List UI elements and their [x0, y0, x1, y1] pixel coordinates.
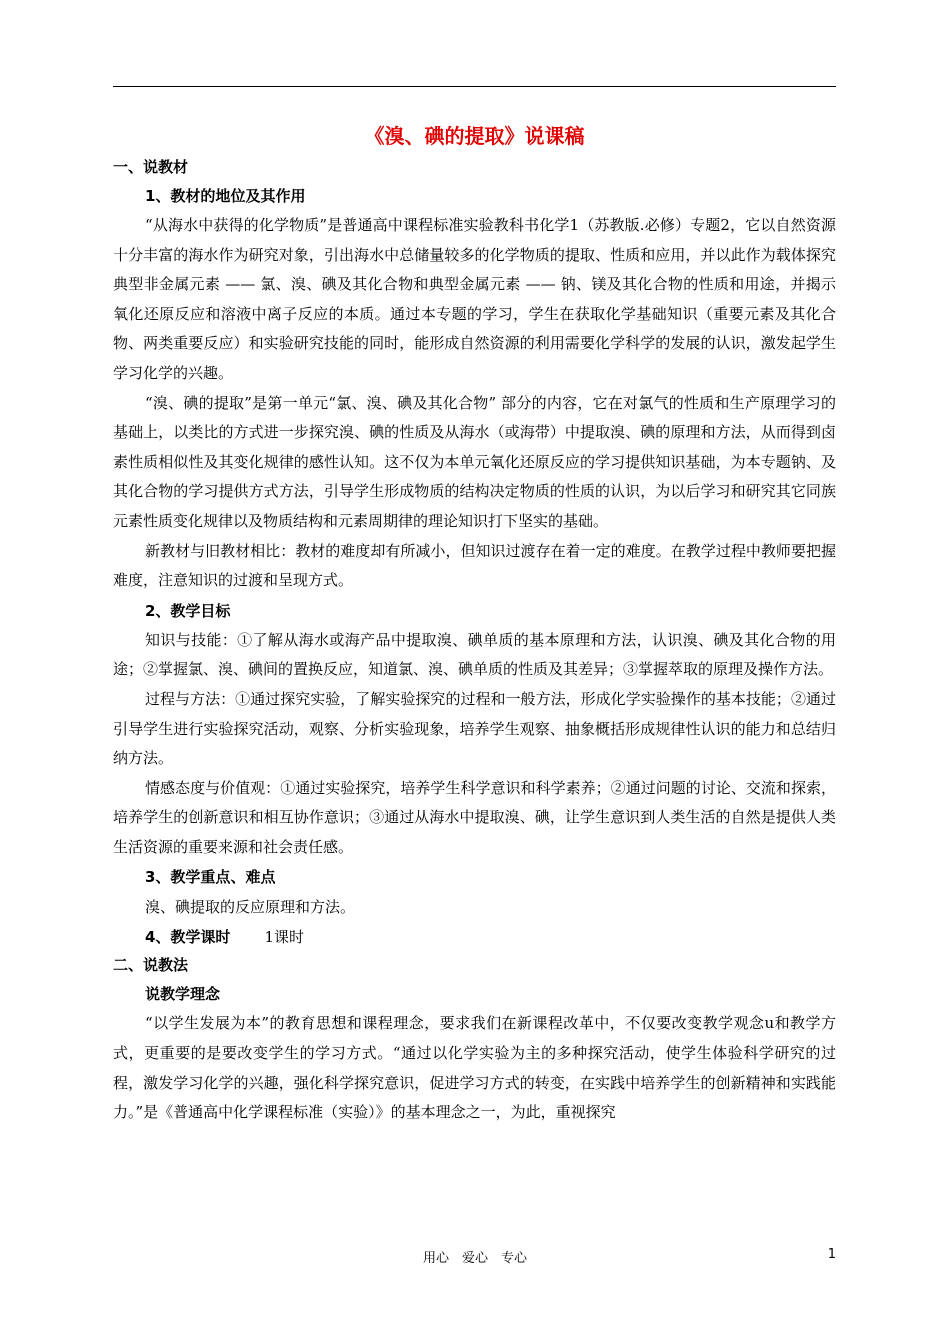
subsection-heading-1-4 — [113, 922, 836, 952]
paragraph-6: 情感态度与价值观：①通过实验探究，培养学生科学意识和科学素养；②通过问题的讨论、交流和探索，培养学生的创新意识和相互协作意识；③通过从海水中提取溴、碘，让学生意识到人类生活的自然是提供人类生活资源的重要来源和社会责任感。 — [113, 778, 836, 856]
subsection-heading-1-2: 2、教学目标 — [145, 601, 231, 620]
paragraph-2: “溴、碘的提取”是第一单元“氯、溴、碘及其化合物” 部分的内容，它在对氯气的性质和生产原理学习的基础上，以类比的方式进一步探究溴、碘的性质及从海水（或海带）中提取溴、碘的原理和方法，从而得到卤素性质相似性及其变化规律的感性认知。这不仅为本单元氧化还原反应的学习提供知识基础，为本专题钠、及其化合物的学习提供方式方法，引导学生形成物质的结构决定物质的性质的认识，为以后学习和研究其它同族元素性质变化规律以及物质结构和元素周期律的理论知识打下坚实的基础。 — [113, 393, 836, 530]
paragraph-1: “从海水中获得的化学物质”是普通高中课程标准实验教科书化学1（苏教版.必修）专题2，它以自然资源十分丰富的海水作为研究对象，引出海水中总储量较多的化学物质的提取、性质和应用，并以此作为载体探究典型非金属元素 —— 氯、溴、碘及其化合物和典型金属元素 —— 钠、镁及其化合物的性质和用途，并揭示氧化还原反应和溶液中离子反应的本质。通过本专题的学习，学生在获取化学基础知识（重要元素及其化合物、两类重要反应）和实验研究技能的同时，能形成自然资源的利用需要化学科学的发展的认识，激发起学生学习化学的兴趣。 — [113, 216, 836, 382]
subsection-heading-2-1: 说教学理念 — [145, 985, 221, 1004]
section-heading-2: 二、说教法 — [113, 956, 189, 975]
paragraph-7: 溴、碘提取的反应原理和方法。 — [145, 898, 356, 917]
class-hours-value: 1课时 — [264, 928, 304, 947]
page-title: 《溴、碘的提取》说课稿 — [364, 124, 585, 148]
subsection-heading-1-3: 3、教学重点、难点 — [145, 868, 276, 887]
footer-motto: 用心 爱心 专心 — [422, 1251, 527, 1266]
paragraph-3: 新教材与旧教材相比：教材的难度却有所减小，但知识过渡存在着一定的难度。在教学过程中教师要把握难度，注意知识的过渡和呈现方式。 — [113, 541, 836, 590]
paragraph-4: 知识与技能：①了解从海水或海产品中提取溴、碘单质的基本原理和方法，认识溴、碘及其化合物的用途；②掌握氯、溴、碘间的置换反应，知道氯、溴、碘单质的性质及其差异；③掌握萃取的原理及操作方法。 — [113, 630, 836, 679]
paragraph-8: “以学生发展为本”的教育思想和课程理念，要求我们在新课程改革中，不仅要改变教学观念u和教学方式，更重要的是要改变学生的学习方式。“通过以化学实验为主的多种探究活动，使学生体验科学研究的过程，激发学习化学的兴趣，强化科学探究意识，促进学习方式的转变，在实践中培养学生的创新精神和实践能力。”是《普通高中化学课程标准（实验）》的基本理念之一，为此，重视探究 — [113, 1014, 836, 1122]
subsection-heading-1-1: 1、教材的地位及其作用 — [145, 187, 306, 205]
page-footer — [0, 1247, 950, 1271]
subsection-heading-1-4-label: 4、教学课时 — [145, 928, 231, 947]
header-rule — [113, 86, 836, 87]
document-body — [113, 122, 836, 1128]
section-heading-1: 一、说教材 — [113, 158, 189, 176]
page-number: 1 — [827, 1247, 836, 1262]
paragraph-5: 过程与方法：①通过探究实验，了解实验探究的过程和一般方法，形成化学实验操作的基本技能；②通过引导学生进行实验探究活动，观察、分析实验现象，培养学生观察、抽象概括形成规律性认识的能力和总结归纳方法。 — [113, 689, 836, 768]
